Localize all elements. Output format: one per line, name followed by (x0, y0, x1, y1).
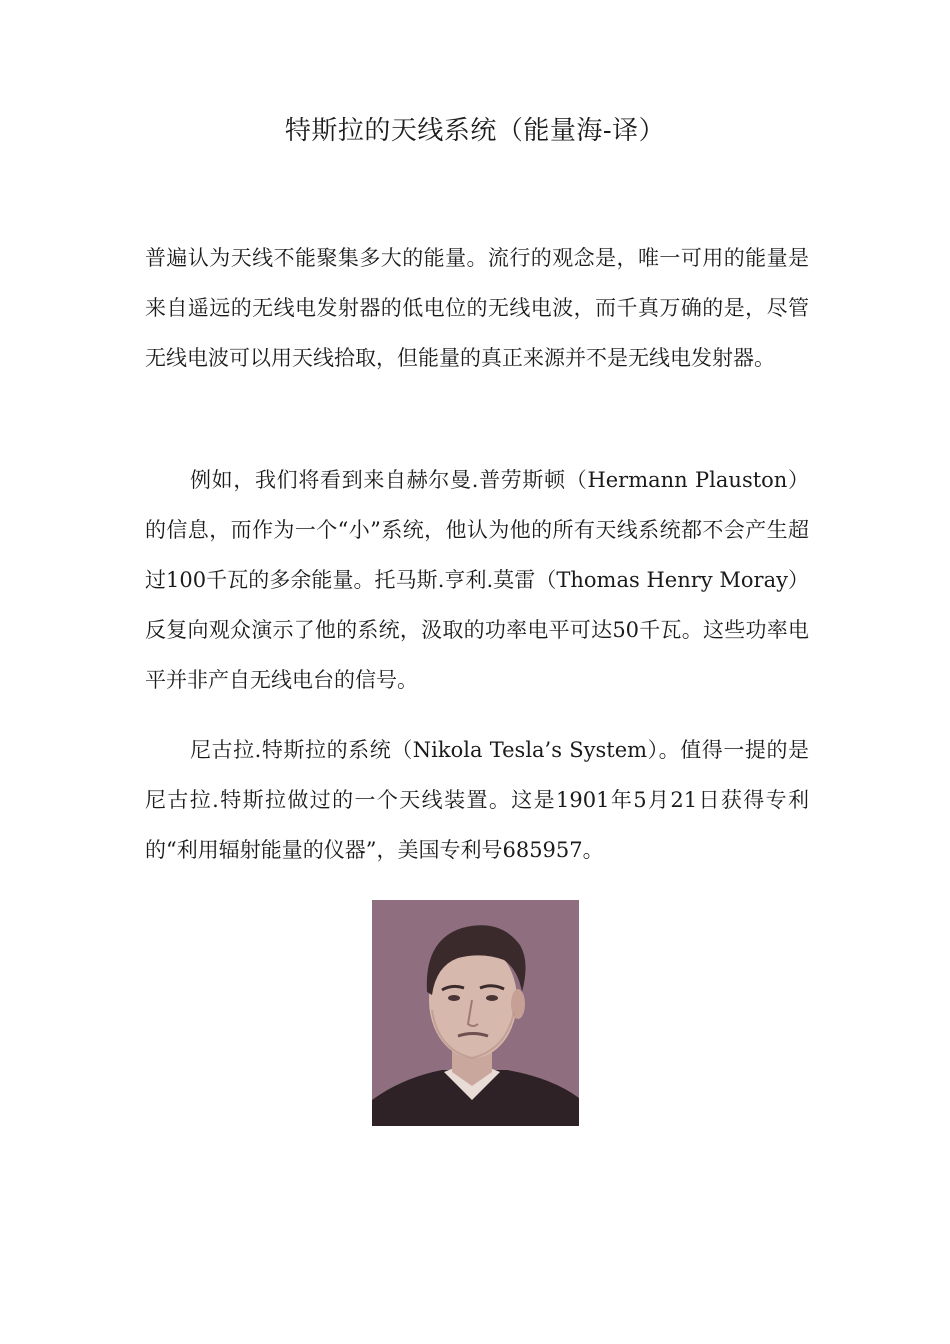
paragraph-2: 例如，我们将看到来自赫尔曼.普劳斯顿（Hermann Plauston）的信息，而作为一个“小”系统，他认为他的所有天线系统都不会产生超过100千瓦的多余能量。托马斯.亨利.莫雷（Thomas Henry Moray）反复向观众演示了他的系统，汲取的功率电平可达50千瓦。这些功率电平并非产自无线电台的信号。 (145, 468, 809, 692)
tesla-portrait-photo (372, 900, 579, 1126)
paragraph-3: 尼古拉.特斯拉的系统（Nikola Tesla’s System）。值得一提的是尼古拉.特斯拉做过的一个天线装置。这是1901年5月21日获得专利的“利用辐射能量的仪器”，美国专利号685957。 (145, 738, 809, 862)
paragraph-1: 普遍认为天线不能聚集多大的能量。流行的观念是，唯一可用的能量是来自遥远的无线电发射器的低电位的无线电波，而千真万确的是，尽管无线电波可以用天线拾取，但能量的真正来源并不是无线电发射器。 (145, 246, 809, 370)
document-title: 特斯拉的天线系统（能量海-译） (284, 116, 666, 146)
